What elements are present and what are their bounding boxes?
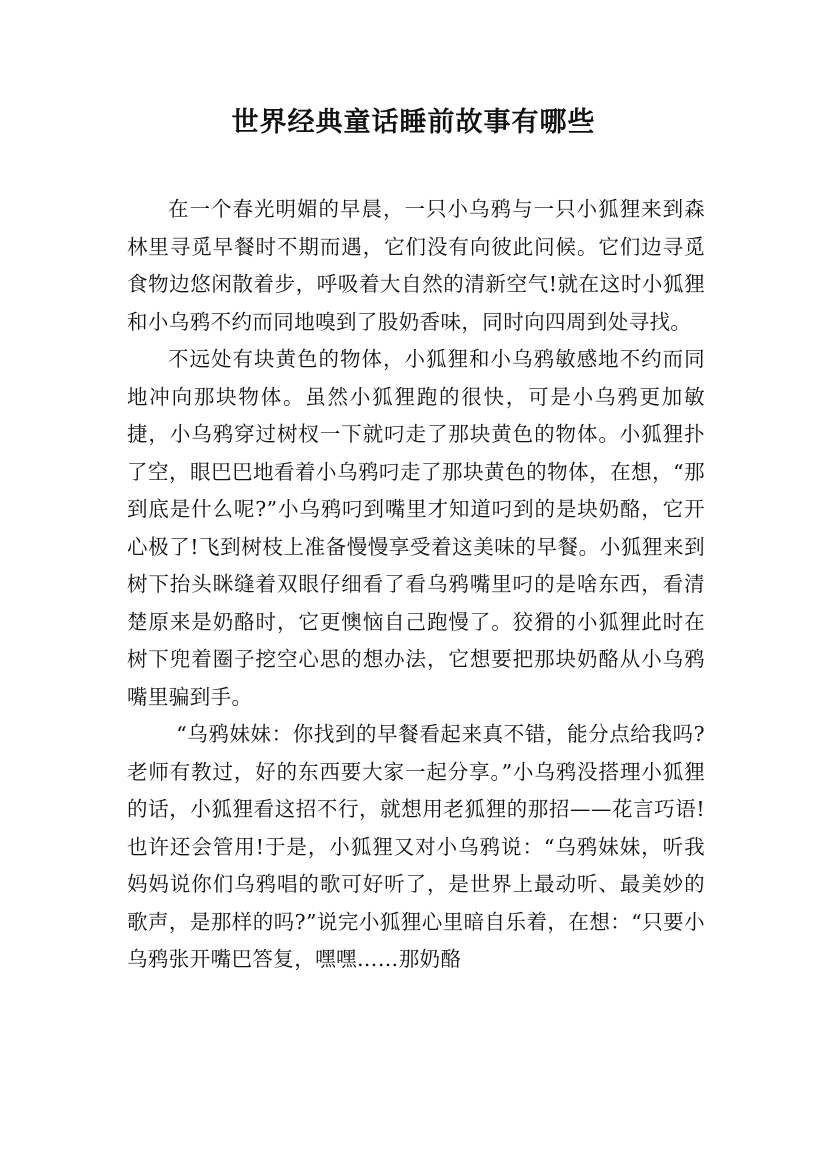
page-title: 世界经典童话睡前故事有哪些 [231, 107, 596, 138]
story-body [127, 191, 705, 979]
paragraph-3: “乌鸦妹妹：你找到的早餐看起来真不错，能分点给我吗?老师有教过，好的东西要大家一起分享。”小乌鸦没搭理小狐狸的话，小狐狸看这招不行，就想用老狐狸的那招——花言巧语!也许还会管用!于是，小狐狸又对小乌鸦说：“乌鸦妹妹，听我妈妈说你们乌鸦唱的歌可好听了，是世界上最动听、最美妙的歌声，是那样的吗?”说完小狐狸心里暗自乐着，在想：“只要小乌鸦张开嘴巴答复，嘿嘿……那奶酪 [127, 722, 705, 971]
paragraph-1: 在一个春光明媚的早晨，一只小乌鸦与一只小狐狸来到森林里寻觅早餐时不期而遇，它们没有向彼此问候。它们边寻觅食物边悠闲散着步，呼吸着大自然的清新空气!就在这时小狐狸和小乌鸦不约而同地嗅到了股奶香味，同时向四周到处寻找。 [127, 197, 705, 334]
paragraph-2: 不远处有块黄色的物体，小狐狸和小乌鸦敏感地不约而同地冲向那块物体。虽然小狐狸跑的很快，可是小乌鸦更加敏捷，小乌鸦穿过树杈一下就叼走了那块黄色的物体。小狐狸扑了空，眼巴巴地看着小乌鸦叼走了那块黄色的物体，在想，“那到底是什么呢?”小乌鸦叼到嘴里才知道叼到的是块奶酪，它开心极了!飞到树枝上准备慢慢享受着这美味的早餐。小狐狸来到树下抬头眯缝着双眼仔细看了看乌鸦嘴里叼的是啥东西，看清楚原来是奶酪时，它更懊恼自己跑慢了。狡猾的小狐狸此时在树下兜着圈子挖空心思的想办法，它想要把那块奶酪从小乌鸦嘴里骗到手。 [127, 347, 705, 709]
